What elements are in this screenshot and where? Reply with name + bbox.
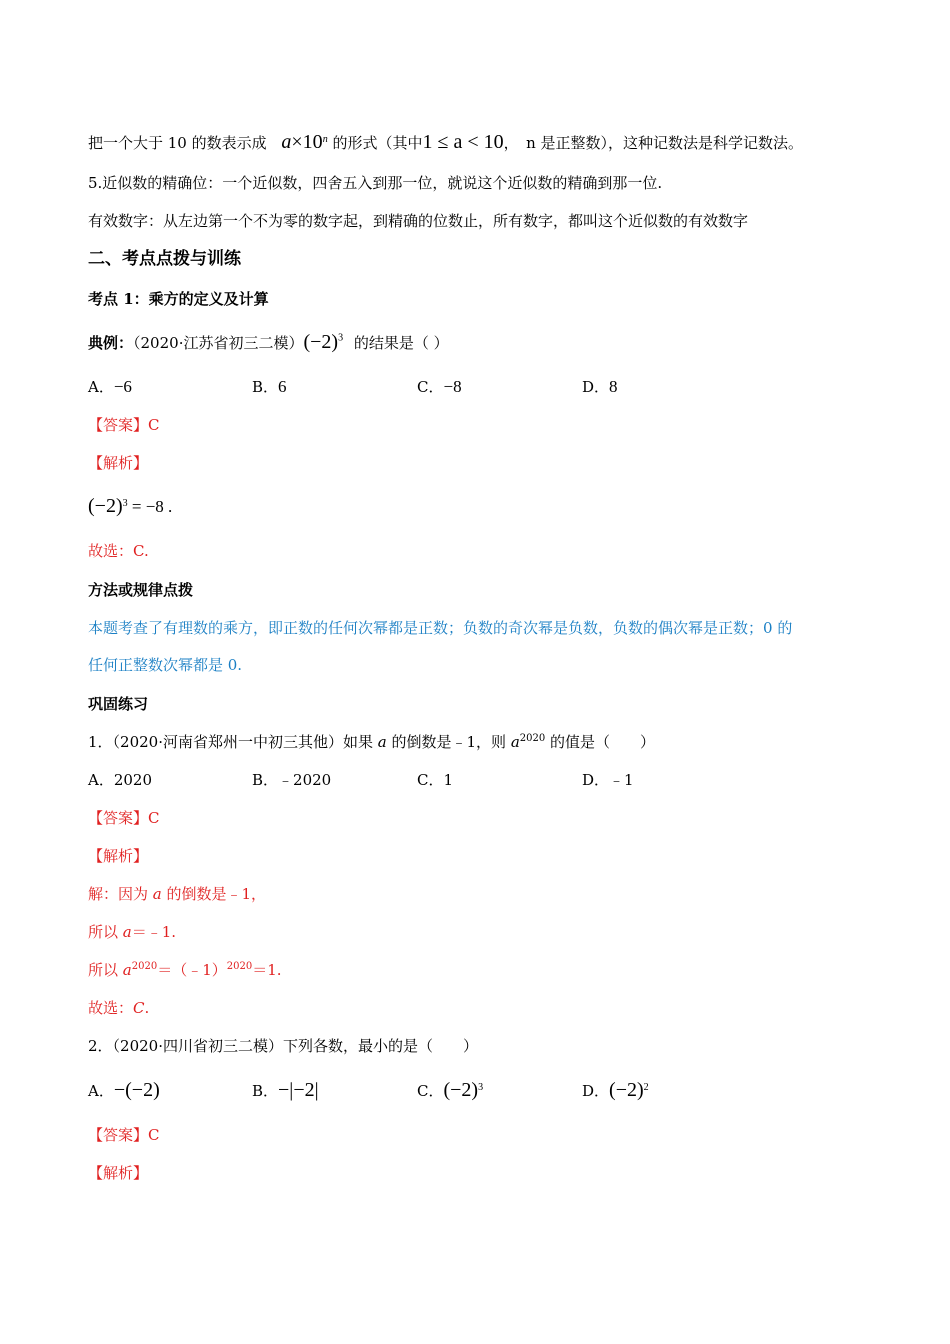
example-calculation: $(-2)^3 = -8$ . — [88, 495, 173, 517]
example-answer: 【答案】C — [88, 416, 160, 434]
q2-option-a: A．−(−2) — [88, 1079, 160, 1101]
q1-conclusion: 故选：C. — [88, 999, 150, 1017]
example-conclusion: 故选：C. — [88, 542, 149, 560]
q2-option-c: C．$(-2)^3$ — [417, 1079, 484, 1101]
example-option-a: A．−6 — [88, 377, 132, 396]
sci-notation-line: 把一个大于 10 的数表示成 $a\times 10^n$ 的形式（其中1 ≤ a < 10， n 是正整数），这种记数法是科学记数法。 — [88, 131, 804, 153]
q2-option-b: B．−|−2| — [252, 1079, 319, 1101]
q1-option-c: C．1 — [417, 771, 454, 789]
method-text-1: 本题考查了有理数的乘方，即正数的任何次幂都是正数；负数的奇次幂是负数，负数的偶次幂是正数；0 的 — [88, 619, 793, 637]
q2-option-d: D．$(-2)^2$ — [582, 1079, 649, 1101]
q1-answer: 【答案】C — [88, 809, 160, 827]
example-stem: 典例：（2020·江苏省初三二模）$(-2)^3$ 的结果是（ ） — [88, 331, 449, 353]
q1-option-b: B．﹣2020 — [252, 771, 332, 789]
q2-answer: 【答案】C — [88, 1126, 160, 1144]
q1-stem: 1．（2020·河南省郑州一中初三其他）如果 a 的倒数是﹣1，则 $a^{2020}$ 的值是（ ） — [88, 733, 655, 751]
example-option-b: B．6 — [252, 377, 287, 396]
q1-option-d: D．﹣1 — [582, 771, 634, 789]
method-title: 方法或规律点拨 — [88, 581, 194, 599]
q2-analysis-label: 【解析】 — [88, 1164, 149, 1182]
topic1-title: 考点 1：乘方的定义及计算 — [88, 290, 269, 308]
example-option-c: C．−8 — [417, 377, 462, 396]
approx-line: 5.近似数的精确位：一个近似数，四舍五入到那一位，就说这个近似数的精确到那一位. — [88, 174, 663, 192]
practice-title: 巩固练习 — [88, 695, 149, 713]
section-title: 二、考点点拨与训练 — [88, 249, 241, 269]
q1-solution-2: 所以 a＝﹣1. — [88, 923, 177, 941]
sci-formula: $a\times 10^n$ — [281, 131, 328, 153]
sigfig-line: 有效数字：从左边第一个不为零的数字起，到精确的位数止，所有数字，都叫这个近似数的有效数字 — [88, 212, 749, 230]
sci-condition: 1 ≤ a < 10 — [422, 131, 504, 153]
method-text-2: 任何正整数次幂都是 0. — [88, 656, 243, 674]
example-analysis-label: 【解析】 — [88, 454, 149, 472]
example-expr: $(-2)^3$ — [303, 331, 344, 353]
q1-solution-1: 解：因为 a 的倒数是﹣1， — [88, 885, 267, 903]
q1-analysis-label: 【解析】 — [88, 847, 149, 865]
q1-option-a: A．2020 — [88, 771, 153, 789]
example-option-d: D．8 — [582, 377, 618, 396]
q2-stem: 2．（2020·四川省初三二模）下列各数，最小的是（ ） — [88, 1037, 478, 1055]
q1-solution-3: 所以 $a^{2020}=(﹣1)^{2020}=1$. — [88, 961, 282, 979]
